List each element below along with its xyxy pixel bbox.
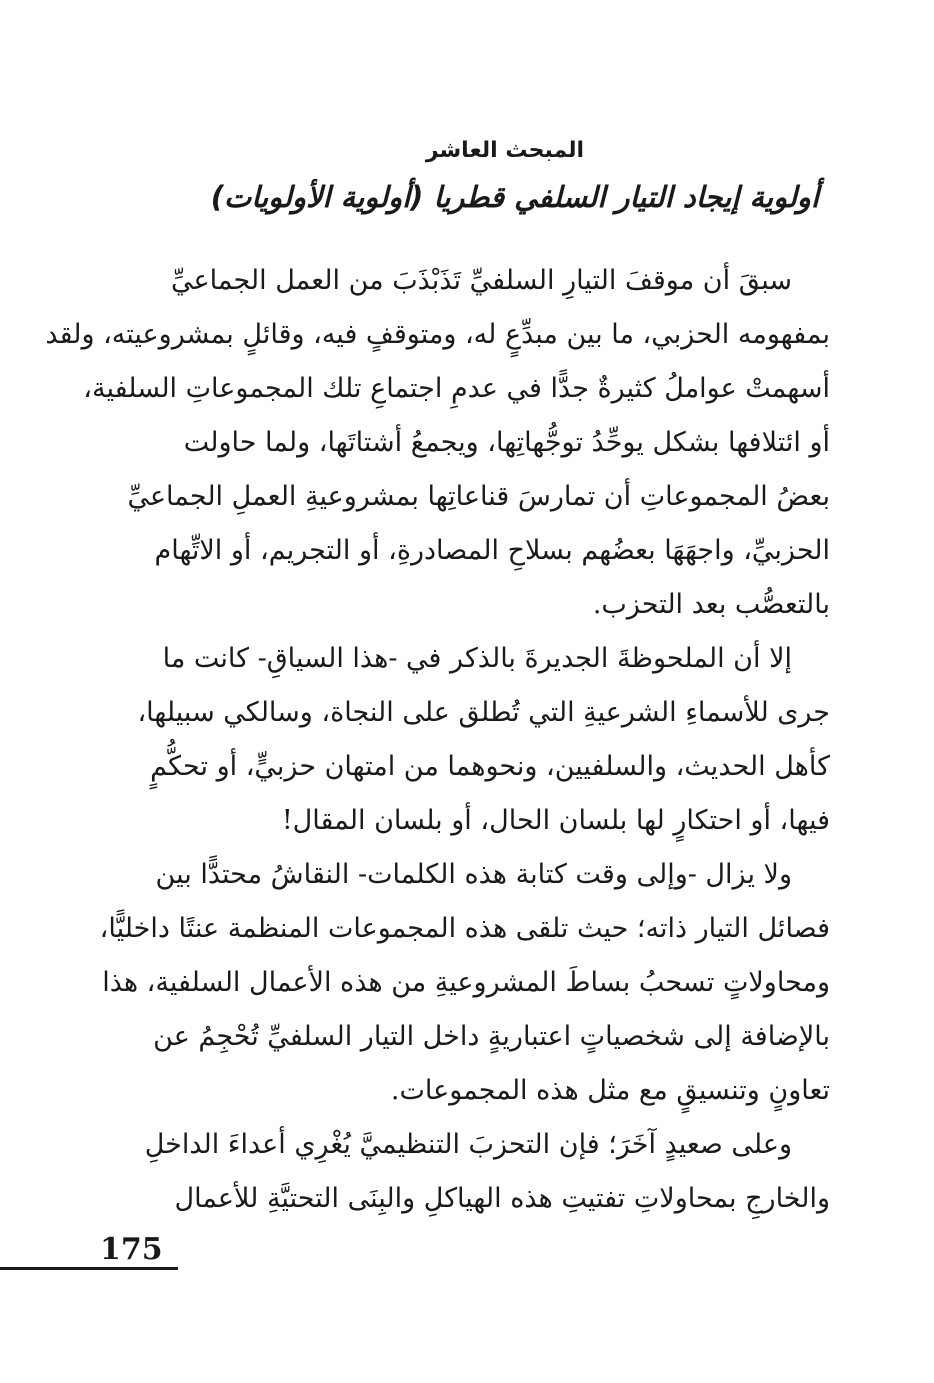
footer-rule — [0, 1267, 178, 1270]
chapter-title: أولوية إيجاد التيار السلفي قطريا (أولوية الأولويات) — [210, 180, 819, 214]
text-line: إلا أن الملحوظةَ الجديرةَ بالذكر في -هذا السياقِ- كانت ما — [162, 643, 792, 674]
text-line: كأهل الحديث، والسلفيين، ونحوهما من امتهان حزبيٍّ، أو تحكُّمٍ — [150, 751, 830, 782]
text-line: والخارجِ بمحاولاتِ تفتيتِ هذه الهياكلِ والبِنَى التحتيَّةِ للأعمال — [174, 1183, 830, 1214]
section-label: المبحث العاشر — [425, 138, 584, 163]
text-line: الحزبيِّ، واجهَهَا بعضُهم بسلاحِ المصادرةِ، أو التجريم، أو الاتِّهام — [154, 535, 830, 566]
text-line: بعضُ المجموعاتِ أن تمارسَ قناعاتِها بمشروعيةِ العملِ الجماعيِّ — [127, 481, 830, 512]
text-line: سبقَ أن موقفَ التيارِ السلفيِّ تَذَبْذَبَ من العمل الجماعيِّ — [171, 265, 792, 296]
body-text — [45, 254, 830, 1226]
text-line: بالإضافة إلى شخصياتٍ اعتباريةٍ داخل التيار السلفيِّ تُحْجِمُ عن — [153, 1021, 830, 1052]
text-line: فيها، أو احتكارٍ لها بلسان الحال، أو بلسان المقال! — [281, 805, 830, 836]
text-line: وعلى صعيدٍ آخَرَ؛ فإن التحزبَ التنظيميَّ يُغْرِي أعداءَ الداخلِ — [144, 1129, 792, 1160]
text-line: بالتعصُّب بعد التحزب. — [592, 589, 830, 620]
text-line: جرى للأسماءِ الشرعيةِ التي تُطلق على النجاة، وسالكي سبيلها، — [137, 697, 830, 728]
text-line: أسهمتْ عواملُ كثيرةٌ جدًّا في عدمِ اجتماعِ تلك المجموعاتِ السلفية، — [83, 373, 830, 404]
text-line: بمفهومه الحزبي، ما بين مبدِّعٍ له، ومتوقفٍ فيه، وقائلٍ بمشروعيته، ولقد — [45, 319, 830, 350]
text-line: فصائل التيار ذاته؛ حيث تلقى هذه المجموعات المنظمة عنتًا داخليًّا، — [99, 913, 830, 944]
text-line: تعاونٍ وتنسيقٍ مع مثل هذه المجموعات. — [390, 1075, 830, 1106]
page-number: 175 — [100, 1232, 163, 1267]
text-line: ومحاولاتٍ تسحبُ بساطَ المشروعيةِ من هذه الأعمال السلفية، هذا — [102, 967, 830, 998]
text-line: أو ائتلافها بشكل يوحِّدُ توجُّهاتِها، ويجمعُ أشتاتَها، ولما حاولت — [183, 427, 830, 458]
text-line: ولا يزال -وإلى وقت كتابة هذه الكلمات- النقاشُ محتدًّا بين — [155, 859, 792, 890]
